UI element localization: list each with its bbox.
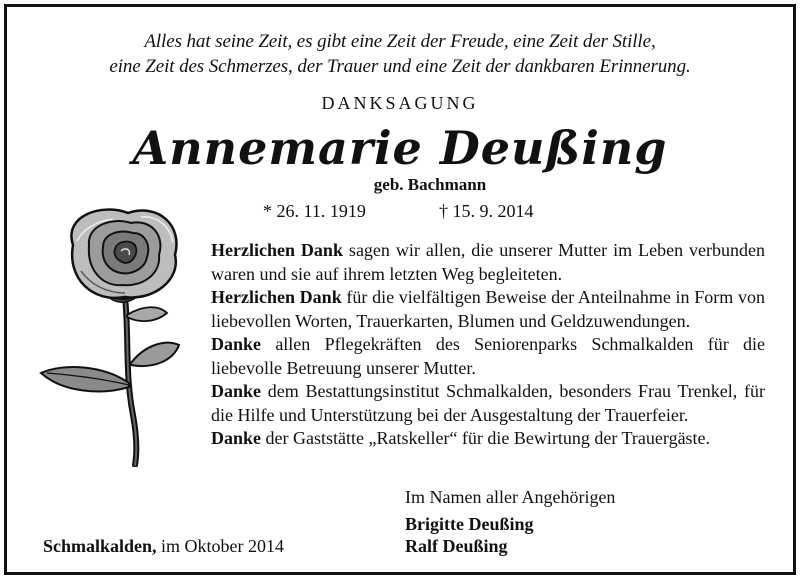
signature-intro: Im Namen aller Angehörigen xyxy=(405,487,616,507)
thanks-lead: Danke xyxy=(211,334,262,354)
place-city: Schmalkalden, xyxy=(43,536,157,556)
thanks-lead: Herzlichen Dank xyxy=(211,287,342,307)
place-month: im Oktober 2014 xyxy=(156,536,285,556)
rose-icon xyxy=(33,205,203,467)
maiden-name: geb. Bachmann xyxy=(373,175,487,194)
signature-name-1: Brigitte Deußing xyxy=(405,514,534,534)
thanks-lead: Danke xyxy=(211,428,262,448)
thanks-paragraph-1 xyxy=(211,239,765,286)
obituary-card xyxy=(4,4,796,575)
thanks-paragraph-2 xyxy=(211,286,765,333)
thanks-paragraph-5 xyxy=(211,427,765,451)
motto xyxy=(7,29,793,79)
thanks-body: der Gaststätte „Ratskeller“ für die Bewirtung der Trauergäste. xyxy=(261,428,711,448)
thanks-body: sagen wir allen, die unserer Mutter im Leben verbunden waren und sie auf ihrem letzten Weg begleiteten. xyxy=(211,240,766,284)
thanks-paragraph-3 xyxy=(211,333,765,380)
thanks-text xyxy=(211,239,765,451)
thanks-lead: Herzlichen Dank xyxy=(211,240,343,260)
place-date xyxy=(43,536,284,557)
motto-line-1: Alles hat seine Zeit, es gibt eine Zeit der Freude, eine Zeit der Stille, xyxy=(144,31,656,52)
motto-line-2: eine Zeit des Schmerzes, der Trauer und eine Zeit der dankbaren Erinnerung. xyxy=(109,56,691,77)
thanks-lead: Danke xyxy=(211,381,262,401)
signature-name-2: Ralf Deußing xyxy=(405,536,508,556)
heading: DANKSAGUNG xyxy=(321,93,479,113)
death-date: † 15. 9. 2014 xyxy=(439,201,534,221)
thanks-body: für die vielfältigen Beweise der Anteilnahme in Form von liebevollen Worten, Trauerkarten, Blumen und Geldzuwendungen. xyxy=(211,287,765,331)
birth-date: * 26. 11. 1919 xyxy=(263,201,366,221)
thanks-body: dem Bestattungsinstitut Schmalkalden, besonders Frau Trenkel, für die Hilfe und Unterstützung bei der Ausgestaltung der Trauerfeier. xyxy=(211,381,765,425)
deceased-name: Annemarie Deußing xyxy=(132,121,668,175)
thanks-body: allen Pflegekräften des Seniorenparks Schmalkalden für die liebevolle Betreuung unserer Mutter. xyxy=(211,334,765,378)
thanks-paragraph-4 xyxy=(211,380,765,427)
